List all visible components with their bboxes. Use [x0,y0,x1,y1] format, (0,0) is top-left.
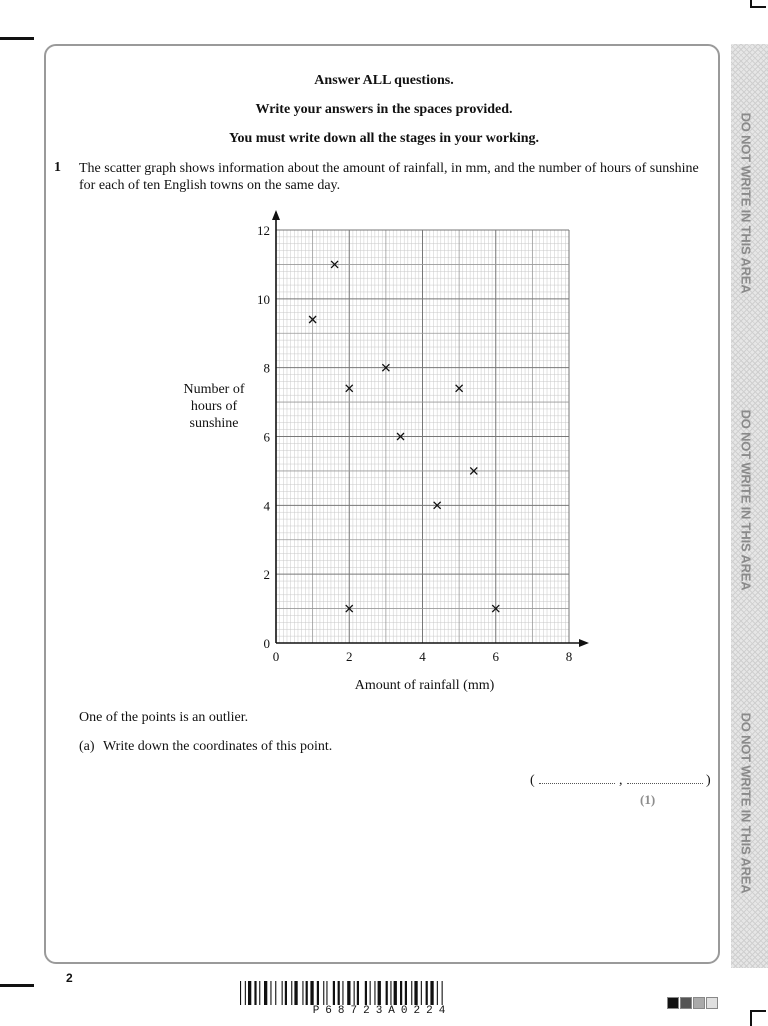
barcode-bar [430,981,433,1005]
barcode-bar [259,981,260,1005]
barcode-bar [317,981,319,1005]
barcode-bar [254,981,256,1005]
barcode-text: P68723A0224 [312,1005,452,1017]
answer-close-paren: ) [706,773,711,788]
barcode-bar [400,981,402,1005]
barcode-bar [390,981,391,1005]
instruction-answer-all: Answer ALL questions. [314,73,454,88]
answer-open-paren: ( [530,773,535,788]
barcode-bar [248,981,251,1005]
barcode-bar [270,981,271,1005]
colour-square [680,997,692,1009]
barcode-bar [442,981,443,1005]
x-tick-label: 0 [272,649,280,664]
y-tick-label: 10 [257,291,270,307]
barcode-bar [370,981,371,1005]
colour-square [667,997,679,1009]
colour-square [706,997,718,1009]
barcode-bar [338,981,340,1005]
outlier-note: One of the points is an outlier. [79,710,249,725]
instruction-write-spaces: Write your answers in the spaces provided. [255,102,513,117]
y-tick-label: 4 [263,498,270,514]
page-number: 2 [66,971,73,985]
answer-x-field[interactable] [539,777,615,784]
barcode-bar [294,981,297,1005]
part-a-text: Write down the coordinates of this point. [103,739,333,754]
barcode-bar [333,981,335,1005]
x-tick-label: 8 [565,649,573,664]
x-tick-label: 2 [346,649,353,664]
barcode-bar [275,981,276,1005]
barcode-bar [394,981,397,1005]
barcode-bar [326,981,327,1005]
barcode-bar [378,981,381,1005]
margin-warning-text: DO NOT WRITE IN THIS AREA [738,712,754,894]
y-tick-label: 12 [257,223,270,238]
y-tick-label: 0 [263,636,270,651]
barcode-bar [291,981,292,1005]
x-tick-label: 4 [419,649,426,664]
barcode-bar [306,981,308,1005]
barcode-bar [347,981,350,1005]
barcode-bar [240,981,241,1005]
barcode-bar [357,981,359,1005]
question-number: 1 [54,160,61,175]
barcode-bar [245,981,246,1005]
colour-squares [667,997,718,1009]
barcode-bar [302,981,303,1005]
part-a-label: (a) [79,739,95,754]
y-axis-label: Number of [183,382,245,397]
y-tick-label: 8 [263,360,270,376]
margin-warning-text: DO NOT WRITE IN THIS AREA [738,409,754,591]
x-axis-arrow [579,639,589,647]
barcode-bar [365,981,367,1005]
instruction-show-working: You must write down all the stages in your working. [228,131,540,146]
barcode-bar [386,981,388,1005]
barcode-bar [421,981,422,1005]
barcode-bar [414,981,417,1005]
barcode-bar [310,981,313,1005]
colour-square [693,997,705,1009]
question-text: The scatter graph shows information about the amount of rainfall, in mm, and the number of hours of sunshine for each of ten English towns on the same day. [79,161,699,193]
y-tick-label: 6 [263,429,270,445]
barcode-bar [282,981,283,1005]
barcode-bar [323,981,324,1005]
barcode-bar [342,981,343,1005]
barcode-bar [437,981,438,1005]
y-axis-label: sunshine [189,416,239,431]
barcode-bar [285,981,287,1005]
y-axis-arrow [272,210,280,220]
answer-comma: , [619,773,623,788]
x-axis-label: Amount of rainfall (mm) [354,678,495,693]
y-axis-label: hours of [190,399,238,414]
barcode-bar [411,981,412,1005]
x-tick-label: 6 [492,649,499,664]
barcode-bar [426,981,428,1005]
barcode-bar [374,981,375,1005]
y-tick-label: 2 [263,567,270,583]
barcode-bar [264,981,267,1005]
answer-y-field[interactable] [627,777,703,784]
margin-warning-text: DO NOT WRITE IN THIS AREA [738,112,754,294]
barcode-bar [405,981,407,1005]
marks-available: (1) [640,792,656,807]
barcode-bar [354,981,355,1005]
barcode [240,981,524,1005]
